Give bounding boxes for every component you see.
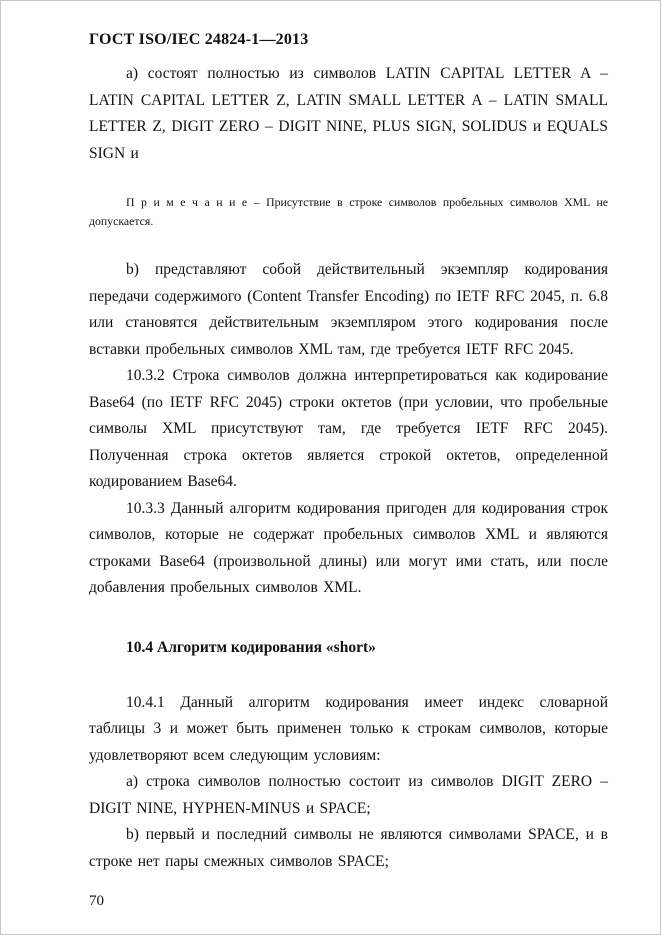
section-heading-10-4: 10.4 Алгоритм кодирования «short» <box>126 638 376 656</box>
note-paragraph: П р и м е ч а н и е – Присутствие в строке символов пробельных символов XML не допускается. <box>89 195 608 228</box>
paragraph-clause-10-3-2: 10.3.2 Строка символов должна интерпретироваться как кодирование Base64 (по IETF RFC 2045) строки октетов (при условии, что пробельные символы XML присутствуют там, где требуется IETF RFC 2045). Полученная строка октетов является строкой октетов, определенной кодированием Base64. <box>89 367 608 490</box>
paragraph-clause-10-3-3: 10.3.3 Данный алгоритм кодирования пригоден для кодирования строк символов, которые не содержат пробельных символов XML и являются строками Base64 (произвольной длины) или могут ими стать, или после добавления пробельных символов XML. <box>89 499 608 596</box>
document-header: ГОСТ ISO/IEC 24824-1—2013 <box>89 31 309 48</box>
paragraph-item-b: b) представляют собой действительный экземпляр кодирования передачи содержимого (Content Transfer Encoding) по IETF RFC 2045, п. 6.8 или становятся действительным экземпляром этого кодирования после вставки пробельных символов XML там, где требуется IETF RFC 2045. <box>89 261 608 358</box>
paragraph-condition-a: a) строка символов полностью состоит из символов DIGIT ZERO – DIGIT NINE, HYPHEN-MINUS и SPACE; <box>89 773 608 817</box>
paragraph-condition-b: b) первый и последний символы не являются символами SPACE, и в строке нет пары смежных символов SPACE; <box>89 826 608 870</box>
page-number: 70 <box>89 893 104 909</box>
paragraph-clause-10-4-1: 10.4.1 Данный алгоритм кодирования имеет индекс словарной таблицы 3 и может быть применен только к строкам символов, которые удовлетворяют всем следующим условиям: <box>89 693 608 764</box>
paragraph-item-a: a) состоят полностью из символов LATIN CAPITAL LETTER A – LATIN CAPITAL LETTER Z, LATIN SMALL LETTER A – LATIN SMALL LETTER Z, DIGIT ZERO – DIGIT NINE, PLUS SIGN, SOLIDUS и EQUALS SIGN и <box>89 65 608 162</box>
